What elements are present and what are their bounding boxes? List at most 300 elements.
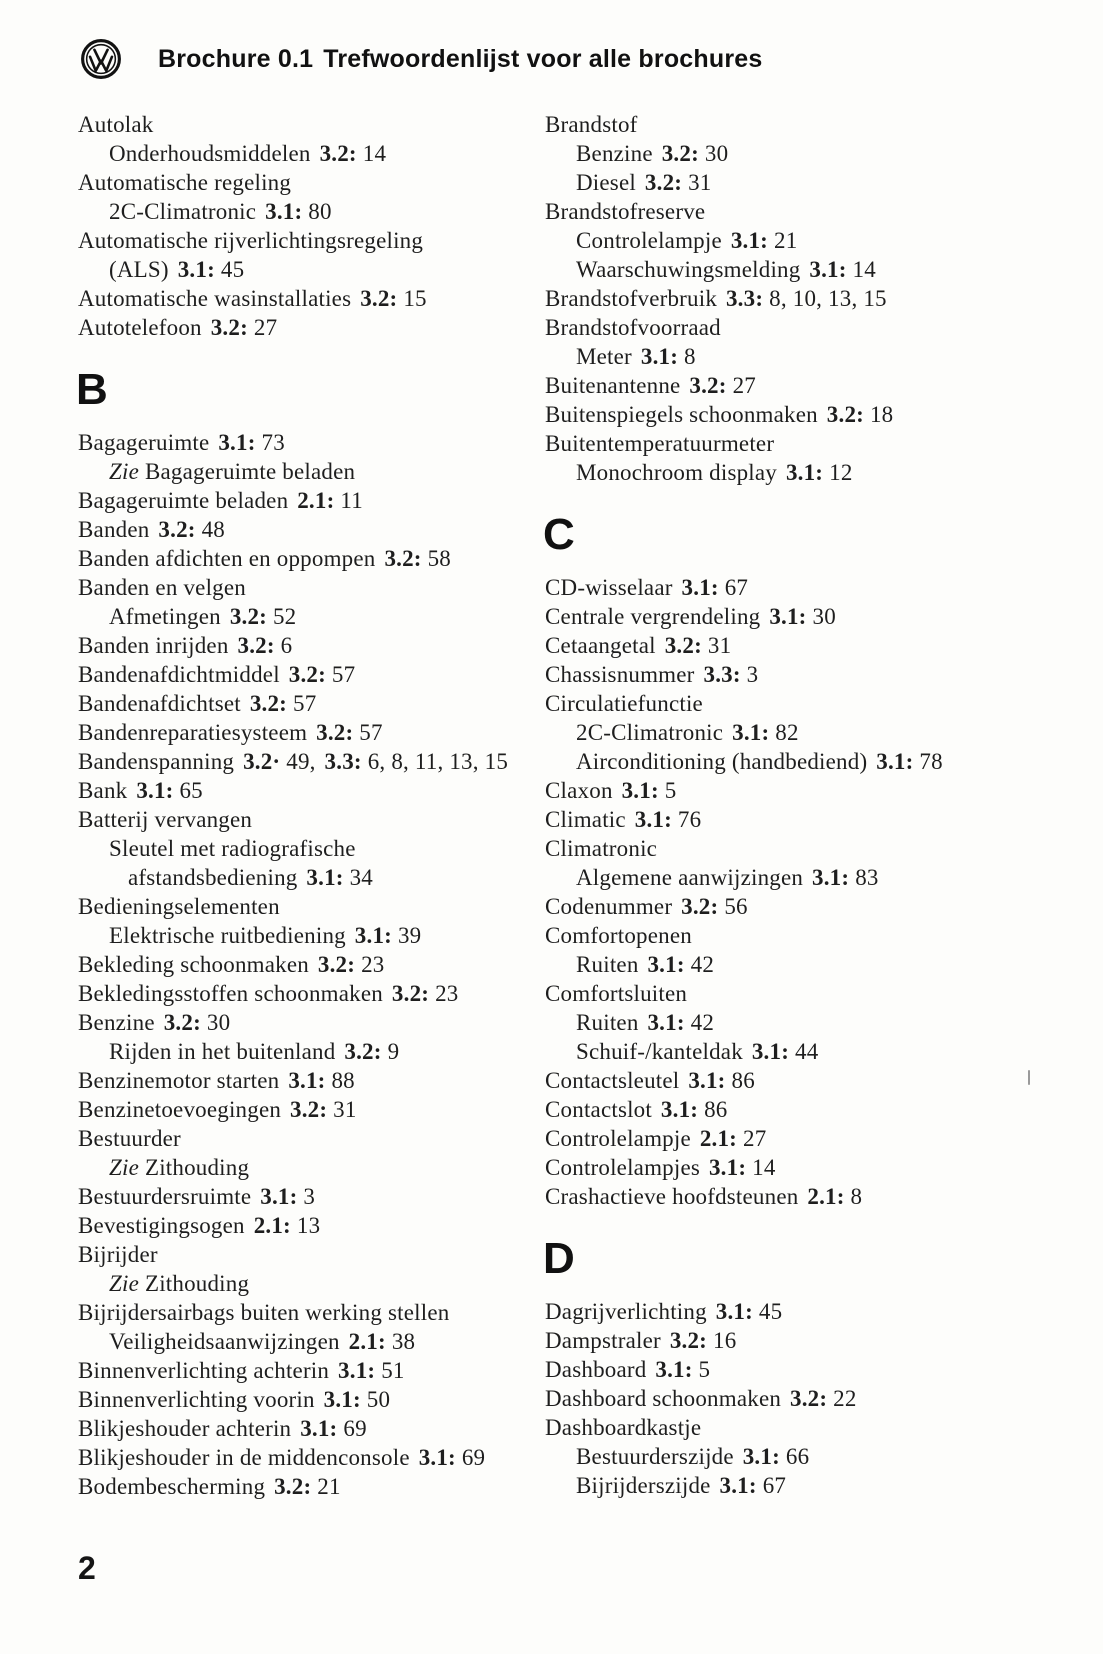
entry-text: 66 (779, 1444, 810, 1469)
entry-text: 23 (429, 981, 459, 1006)
entry-text: afstandsbediening (128, 865, 304, 890)
entry-text: Contactsleutel (545, 1068, 686, 1093)
section-page-ref: 3.1: (177, 257, 215, 282)
section-page-ref: 3.1: (306, 865, 344, 890)
section-page-ref: 3.2: (290, 1097, 328, 1122)
section-page-ref: 3.1: (715, 1299, 753, 1324)
entry-text: Autotelefoon (78, 315, 208, 340)
entry-text: Bevestigingsogen (78, 1213, 251, 1238)
entry-text: Bestuurdersruimte (78, 1184, 258, 1209)
entry-text: 8 (678, 344, 696, 369)
entry-text: Binnenverlichting voorin (78, 1387, 321, 1412)
entry-text: Buitenantenne (545, 373, 687, 398)
entry-text: Bandenreparatiesysteem (78, 720, 314, 745)
entry-text: 86 (725, 1068, 755, 1093)
section-page-ref: 3.2: (661, 141, 699, 166)
index-entry (545, 573, 1025, 602)
index-entry (545, 1297, 1025, 1326)
page-title (158, 45, 762, 74)
entry-text: 5 (658, 778, 677, 803)
index-entry (545, 1008, 1025, 1037)
section-page-ref: 3.1: (876, 749, 914, 774)
entry-text: 30 (698, 141, 729, 166)
entry-text: Diesel (576, 170, 642, 195)
entry-text: 49, (280, 749, 322, 774)
section-page-ref: 3.1: (732, 720, 770, 745)
entry-text: Ruiten (576, 952, 645, 977)
entry-text: 42 (684, 1010, 715, 1035)
entry-text: 82 (769, 720, 799, 745)
entry-text: Meter (576, 344, 638, 369)
entry-text: 31 (682, 170, 712, 195)
section-page-ref: 3.1: (634, 807, 672, 832)
entry-text: Crashactieve hoofdsteunen (545, 1184, 805, 1209)
section-page-ref: 2.1: (348, 1329, 386, 1354)
cross-ref-label: Zie (109, 1271, 145, 1296)
entry-text: (ALS) (109, 257, 175, 282)
index-entry (78, 226, 545, 255)
section-page-ref: 3.2: (669, 1328, 708, 1353)
entry-text: Bekleding schoonmaken (78, 952, 315, 977)
entry-text: 56 (718, 894, 748, 919)
entry-text: Banden afdichten en oppompen (78, 546, 382, 571)
entry-text: 21 (311, 1474, 341, 1499)
index-entry (545, 631, 1025, 660)
cross-ref-label: Zie (109, 459, 145, 484)
index-entry (545, 1384, 1025, 1413)
section-page-ref: 3.2: (158, 517, 196, 542)
entry-text: 22 (827, 1386, 857, 1411)
entry-text: 31 (327, 1097, 357, 1122)
entry-text: 5 (692, 1357, 711, 1382)
index-entry (545, 950, 1025, 979)
entry-text: 3 (297, 1184, 316, 1209)
entry-text: Climatic (545, 807, 632, 832)
entry-text: 44 (789, 1039, 819, 1064)
section-page-ref: 3.1: (288, 1068, 326, 1093)
section-page-ref: 3.1: (708, 1155, 747, 1180)
section-page-ref: 3.1: (751, 1039, 790, 1064)
index-entry (78, 1095, 545, 1124)
entry-text: 21 (768, 228, 798, 253)
index-entry (545, 284, 1025, 313)
section-page-ref: 3.1: (742, 1444, 780, 1469)
entry-text: Dashboardkastje (545, 1415, 702, 1440)
entry-text: 58 (421, 546, 452, 571)
entry-text: Benzine (78, 1010, 161, 1035)
entry-text: Zithouding (144, 1271, 250, 1296)
section-page-ref: 3.1: (660, 1097, 699, 1122)
entry-text: Waarschuwingsmelding (576, 257, 807, 282)
entry-text: 6, 8, 11, 13, 15 (361, 749, 509, 774)
section-page-ref: 3.1: (260, 1184, 298, 1209)
section-page-ref: 3.1: (655, 1357, 693, 1382)
index-entry (78, 139, 545, 168)
entry-text: Rijden in het buitenland (109, 1039, 342, 1064)
entry-text: 13 (290, 1213, 321, 1238)
index-entry (78, 1414, 545, 1443)
entry-text: Onderhoudsmiddelen (109, 141, 317, 166)
entry-text: 38 (385, 1329, 416, 1354)
section-letter-d: D (543, 1234, 574, 1283)
brochure-title: Trefwoordenlijst voor alle brochures (323, 44, 763, 73)
section-page-ref: 3.2: (360, 286, 398, 311)
index-entry (545, 979, 1025, 1008)
index-entry (545, 342, 1025, 371)
entry-text: Dagrijverlichting (545, 1299, 713, 1324)
section-page-ref: 3.2: (826, 402, 865, 427)
section-page-ref: 3.1: (621, 778, 659, 803)
section-page-ref: 3.1: (265, 199, 303, 224)
index-entry (545, 1124, 1025, 1153)
page-number: 2 (78, 1550, 96, 1586)
entry-text: Automatische regeling (78, 170, 292, 195)
index-entry (545, 1066, 1025, 1095)
section-page-ref: 3.1: (769, 604, 807, 629)
section-page-ref: 2.1: (253, 1213, 291, 1238)
entry-text: Bagageruimte beladen (78, 488, 295, 513)
index-entry (78, 863, 545, 892)
entry-text: 65 (173, 778, 203, 803)
index-entry (78, 197, 545, 226)
entry-text: Dampstraler (545, 1328, 667, 1353)
index-entry (78, 805, 545, 834)
entry-text: Afmetingen (109, 604, 227, 629)
index-entry (78, 1211, 545, 1240)
index-entry (545, 1182, 1025, 1211)
index-entry (78, 486, 545, 515)
section-page-ref: 3.2: (274, 1474, 312, 1499)
entry-text: 76 (671, 807, 702, 832)
index-entry (78, 515, 545, 544)
entry-text: 52 (267, 604, 297, 629)
entry-text: Bestuurder (78, 1126, 181, 1151)
entry-text: 83 (849, 865, 879, 890)
index-entry (545, 371, 1025, 400)
section-page-ref: 3.2: (316, 720, 354, 745)
section-page-ref: 3.1: (418, 1445, 456, 1470)
section-page-ref: 3.2: (229, 604, 268, 629)
index-entry (78, 457, 545, 486)
section-page-ref: 3.1: (354, 923, 393, 948)
entry-text: Monochroom display (576, 460, 783, 485)
entry-text: 18 (864, 402, 894, 427)
entry-text: 34 (343, 865, 373, 890)
entry-text: Schuif-/kanteldak (576, 1039, 749, 1064)
entry-text: Brandstofverbruik (545, 286, 723, 311)
index-entry (78, 168, 545, 197)
entry-text: 45 (214, 257, 245, 282)
index-entry (78, 631, 545, 660)
entry-text: Controlelampje (576, 228, 728, 253)
entry-text: Controlelampjes (545, 1155, 706, 1180)
index-entry (545, 1355, 1025, 1384)
index-entry (78, 921, 545, 950)
entry-text: 6 (274, 633, 293, 658)
section-page-ref: 3.2: (237, 633, 275, 658)
index-entry (545, 226, 1025, 255)
entry-text: Buitentemperatuurmeter (545, 431, 775, 456)
entry-text: Circulatiefunctie (545, 691, 703, 716)
entry-text: Bandenafdichtmiddel (78, 662, 286, 687)
section-page-ref: 3.2: (664, 633, 702, 658)
index-entry (545, 168, 1025, 197)
index-entry (78, 1356, 545, 1385)
section-page-ref: 3.2: (689, 373, 727, 398)
entry-text: 8 (844, 1184, 863, 1209)
entry-text: 12 (823, 460, 853, 485)
index-columns (78, 110, 1025, 1501)
entry-text: Comfortsluiten (545, 981, 688, 1006)
index-entry (78, 747, 545, 776)
entry-text: Bagageruimte beladen (144, 459, 356, 484)
entry-text: Controlelampje (545, 1126, 697, 1151)
index-entry (78, 979, 545, 1008)
index-entry (78, 1443, 545, 1472)
entry-text: Zithouding (144, 1155, 250, 1180)
index-entry (78, 1182, 545, 1211)
entry-text: 78 (913, 749, 943, 774)
index-entry (78, 892, 545, 921)
index-entry (78, 1240, 545, 1269)
index-entry (78, 255, 545, 284)
entry-text: Bandenspanning (78, 749, 241, 774)
section-page-ref: 2.1: (807, 1184, 845, 1209)
section-page-ref: 3.1: (136, 778, 174, 803)
entry-text: Bijrijdersairbags buiten werking stellen (78, 1300, 450, 1325)
index-entry (545, 458, 1025, 487)
entry-text: 27 (726, 373, 756, 398)
entry-text: Centrale vergrendeling (545, 604, 767, 629)
entry-text: Bijrijderszijde (576, 1473, 717, 1498)
entry-text: 80 (302, 199, 332, 224)
index-entry (545, 1095, 1025, 1124)
entry-text: 16 (707, 1328, 737, 1353)
entry-text: 30 (200, 1010, 231, 1035)
entry-text: Ruiten (576, 1010, 645, 1035)
index-entry (545, 776, 1025, 805)
section-page-ref: 3.2: (644, 170, 683, 195)
section-page-ref: 3.1: (809, 257, 847, 282)
index-entry (545, 400, 1025, 429)
section-page-ref: 3.2: (210, 315, 248, 340)
entry-text: 57 (325, 662, 356, 687)
section-page-ref: 3.1: (688, 1068, 726, 1093)
section-page-ref: 3.2: (344, 1039, 382, 1064)
entry-text: Dashboard schoonmaken (545, 1386, 788, 1411)
index-entry (78, 602, 545, 631)
section-page-ref: 3.3: (703, 662, 741, 687)
section-page-ref: 3.1: (300, 1416, 338, 1441)
section-page-ref: 3.1: (647, 1010, 685, 1035)
index-entry (78, 1037, 545, 1066)
index-entry (545, 863, 1025, 892)
scan-artifact (1028, 1070, 1030, 1085)
section-page-ref: 3.2: (163, 1010, 201, 1035)
entry-text: 9 (381, 1039, 400, 1064)
section-page-ref: 3.2: (249, 691, 288, 716)
entry-text: Dashboard (545, 1357, 653, 1382)
entry-text: 14 (846, 257, 876, 282)
entry-text: 27 (737, 1126, 767, 1151)
index-column-right (545, 110, 1025, 1500)
entry-text: Comfortopenen (545, 923, 692, 948)
index-entry (545, 139, 1025, 168)
cross-ref-label: Zie (109, 1155, 145, 1180)
entry-text: 27 (247, 315, 278, 340)
entry-text: 14 (746, 1155, 776, 1180)
index-entry (545, 1037, 1025, 1066)
section-page-ref: 3.2: (317, 952, 356, 977)
entry-text: Sleutel met radiografische (109, 836, 356, 861)
entry-text: 39 (392, 923, 422, 948)
section-page-ref: 3.3: (324, 749, 362, 774)
entry-text: Autolak (78, 112, 154, 137)
index-entry (545, 255, 1025, 284)
section-page-ref: 3.2: (384, 546, 422, 571)
section-page-ref: 3.2· (243, 749, 281, 774)
entry-text: 31 (701, 633, 732, 658)
entry-text: 57 (287, 691, 317, 716)
section-page-ref: 3.2: (681, 894, 719, 919)
entry-text: 51 (375, 1358, 405, 1383)
entry-text: 57 (353, 720, 383, 745)
entry-text: Algemene aanwijzingen (576, 865, 810, 890)
index-entry (545, 1153, 1025, 1182)
entry-text: 8, 10, 13, 15 (763, 286, 887, 311)
entry-text: Bedieningselementen (78, 894, 280, 919)
entry-text: 73 (255, 430, 285, 455)
entry-text: Benzine (576, 141, 659, 166)
index-column-left (78, 110, 545, 1501)
index-entry (78, 1066, 545, 1095)
entry-text: 2C-Climatronic (576, 720, 730, 745)
index-entry (545, 429, 1025, 458)
entry-text: CD-wisselaar (545, 575, 679, 600)
section-page-ref: 3.1: (323, 1387, 361, 1412)
page-header (80, 38, 762, 80)
entry-text: Cetaangetal (545, 633, 662, 658)
entry-text: Brandstofreserve (545, 199, 706, 224)
entry-text: 86 (698, 1097, 728, 1122)
brochure-number: Brochure 0.1 (158, 44, 314, 73)
index-entry (78, 1385, 545, 1414)
index-entry (78, 573, 545, 602)
entry-text: Binnenverlichting achterin (78, 1358, 336, 1383)
section-page-ref: 3.1: (338, 1358, 376, 1383)
entry-text: 42 (684, 952, 715, 977)
entry-text: Banden (78, 517, 156, 542)
index-entry (78, 718, 545, 747)
index-entry (545, 602, 1025, 631)
index-entry (545, 1442, 1025, 1471)
entry-text: 11 (334, 488, 363, 513)
index-entry (545, 313, 1025, 342)
index-entry (545, 110, 1025, 139)
section-page-ref: 3.1: (647, 952, 685, 977)
section-page-ref: 3.1: (812, 865, 850, 890)
section-page-ref: 3.1: (681, 575, 719, 600)
entry-text: Banden inrijden (78, 633, 235, 658)
entry-text: 88 (325, 1068, 355, 1093)
index-entry (545, 892, 1025, 921)
section-page-ref: 3.1: (719, 1473, 757, 1498)
entry-text: Bodembescherming (78, 1474, 272, 1499)
section-page-ref: 3.1: (730, 228, 769, 253)
entry-text: Contactslot (545, 1097, 658, 1122)
entry-text: Veiligheidsaanwijzingen (109, 1329, 346, 1354)
entry-text: 67 (718, 575, 749, 600)
entry-text: Automatische wasinstallaties (78, 286, 358, 311)
entry-text: Brandstofvoorraad (545, 315, 721, 340)
section-page-ref: 3.1: (640, 344, 679, 369)
index-entry (78, 1124, 545, 1153)
entry-text: Claxon (545, 778, 619, 803)
section-page-ref: 2.1: (699, 1126, 738, 1151)
vw-logo-icon (80, 38, 122, 80)
index-entry (78, 110, 545, 139)
entry-text: Codenummer (545, 894, 679, 919)
entry-text: Automatische rijverlichtingsregeling (78, 228, 424, 253)
entry-text: 69 (337, 1416, 367, 1441)
entry-text: Buitenspiegels schoonmaken (545, 402, 824, 427)
section-page-ref: 3.1: (218, 430, 256, 455)
index-entry (545, 718, 1025, 747)
entry-text: 14 (356, 141, 387, 166)
entry-text: Elektrische ruitbediening (109, 923, 352, 948)
entry-text: 15 (397, 286, 427, 311)
index-entry (545, 1413, 1025, 1442)
entry-text: Bagageruimte (78, 430, 216, 455)
entry-text: Blikjeshouder in de middenconsole (78, 1445, 416, 1470)
entry-text: Bandenafdichtset (78, 691, 247, 716)
index-entry (545, 805, 1025, 834)
section-letter-b: B (76, 365, 107, 414)
entry-text: 2C-Climatronic (109, 199, 263, 224)
index-entry (78, 1298, 545, 1327)
entry-text: 50 (360, 1387, 391, 1412)
index-entry (78, 834, 545, 863)
section-page-ref: 3.2: (319, 141, 357, 166)
index-entry (545, 834, 1025, 863)
section-page-ref: 3.1: (785, 460, 824, 485)
entry-text: 30 (806, 604, 836, 629)
index-entry (545, 660, 1025, 689)
entry-text: 48 (195, 517, 225, 542)
entry-text: Airconditioning (handbediend) (576, 749, 874, 774)
index-entry (545, 689, 1025, 718)
entry-text: 23 (355, 952, 385, 977)
index-entry (78, 284, 545, 313)
entry-text: 45 (752, 1299, 783, 1324)
section-page-ref: 3.2: (790, 1386, 828, 1411)
entry-text: Benzinetoevoegingen (78, 1097, 288, 1122)
section-page-ref: 2.1: (297, 488, 335, 513)
index-entry (78, 1269, 545, 1298)
index-entry (78, 428, 545, 457)
index-entry (78, 689, 545, 718)
index-entry (78, 660, 545, 689)
index-entry (545, 197, 1025, 226)
entry-text: Climatronic (545, 836, 658, 861)
index-entry (78, 1327, 545, 1356)
entry-text: 67 (756, 1473, 787, 1498)
index-entry (78, 1008, 545, 1037)
index-entry (78, 1153, 545, 1182)
entry-text: Bijrijder (78, 1242, 158, 1267)
entry-text: Benzinemotor starten (78, 1068, 286, 1093)
index-entry (78, 313, 545, 342)
